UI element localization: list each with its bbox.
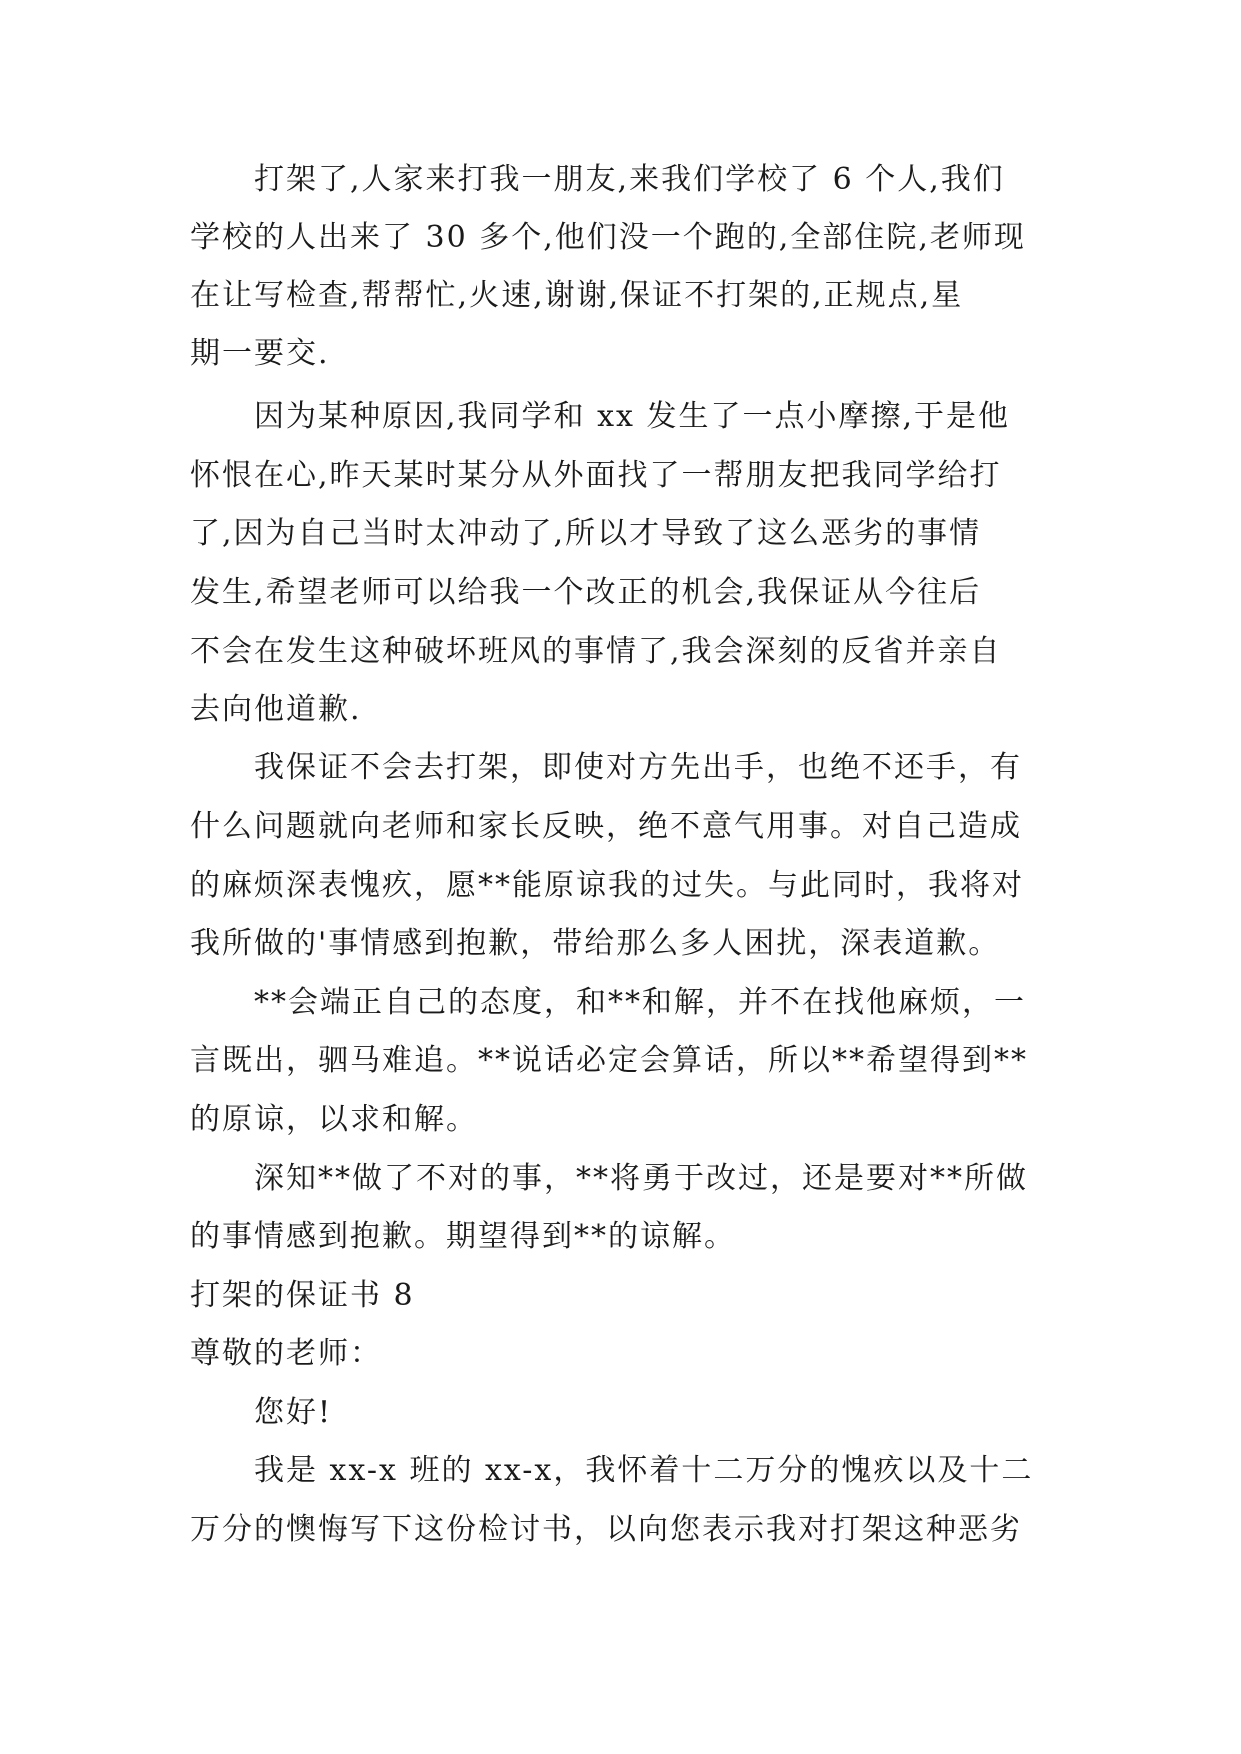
text-line: 学校的人出来了 30 多个,他们没一个跑的,全部住院,老师现 (190, 220, 1026, 255)
text-line: 言既出，驷马难追。**说话必定会算话，所以**希望得到** (190, 1043, 1028, 1078)
text-line: 万分的懊悔写下这份检讨书，以向您表示我对打架这种恶劣 (190, 1512, 1022, 1547)
greeting: 您好! (254, 1395, 333, 1430)
text-line: 我保证不会去打架，即使对方先出手，也绝不还手，有 (254, 750, 1022, 785)
text-line: 因为某种原因,我同学和 xx 发生了一点小摩擦,于是他 (254, 399, 1010, 434)
text-line: 的事情感到抱歉。期望得到**的谅解。 (190, 1219, 736, 1254)
text-line: 发生,希望老师可以给我一个改正的机会,我保证从今往后 (190, 575, 982, 610)
text-line: 在让写检查,帮帮忙,火速,谢谢,保证不打架的,正规点,星 (190, 278, 964, 313)
text-line: 怀恨在心,昨天某时某分从外面找了一帮朋友把我同学给打 (190, 458, 1002, 493)
text-line: 我是 xx-x 班的 xx-x，我怀着十二万分的愧疚以及十二 (254, 1453, 1034, 1488)
text-line: 深知**做了不对的事，**将勇于改过，还是要对**所做 (254, 1161, 1028, 1196)
text-line: 打架了,人家来打我一朋友,来我们学校了 6 个人,我们 (254, 162, 1005, 197)
text-line: **会端正自己的态度，和**和解，并不在找他麻烦，一 (254, 985, 1026, 1020)
text-line: 的麻烦深表愧疚，愿**能原谅我的过失。与此同时，我将对 (190, 868, 1024, 903)
text-line: 什么问题就向老师和家长反映，绝不意气用事。对自己造成 (190, 809, 1022, 844)
text-line: 了,因为自己当时太冲动了,所以才导致了这么恶劣的事情 (190, 516, 982, 551)
salutation: 尊敬的老师： (190, 1336, 382, 1371)
text-line: 的原谅，以求和解。 (190, 1102, 478, 1137)
text-line: 去向他道歉. (190, 692, 362, 727)
text-line: 我所做的'事情感到抱歉，带给那么多人困扰，深表道歉。 (190, 926, 1001, 961)
text-line: 不会在发生这种破坏班风的事情了,我会深刻的反省并亲自 (190, 634, 1002, 669)
section-title: 打架的保证书 8 (190, 1278, 415, 1313)
text-line: 期一要交. (190, 336, 330, 371)
